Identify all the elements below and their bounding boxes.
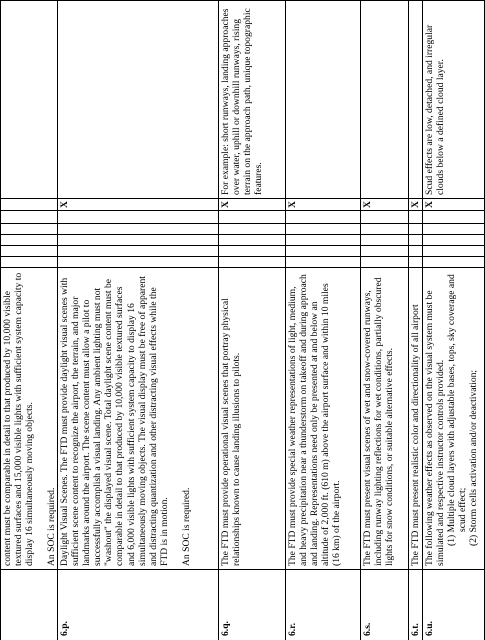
list-item: (1) Multiple cloud layers with adjustable bases, tops, sky coverage and scud effect; [446,274,469,546]
level-mark-cell [409,223,422,234]
level-mark-cell [219,234,285,245]
level-mark-cell [423,234,484,245]
notes-text [58,0,218,198]
level-mark-cell [58,234,218,245]
level-mark-cell: X [286,198,360,210]
requirement-text [1,267,57,569]
level-mark-cell [1,210,57,223]
level-mark-cell [1,223,57,234]
level-mark-cell [1,234,57,245]
table-row [58,0,219,640]
requirement-text [286,267,360,569]
level-mark-cell [361,245,408,256]
requirement-paragraph: The FTD must present visual scenes of wet and snow-covered runways, including runway lighting reflections for wet conditions, partially obscured lights for snow conditions, or suitable alternative effects. [362,277,396,566]
requirement-paragraph: The FTD must present realistic color and directionality of all airport [410,304,421,566]
level-mark-cell [423,256,484,267]
level-mark-cell: X [361,198,408,210]
level-mark-cell [361,223,408,234]
requirement-text [58,267,218,569]
table-row [219,0,286,640]
level-mark-cell [409,234,422,245]
level-mark-cell [1,198,57,210]
level-mark-cell [361,256,408,267]
level-mark-cell [409,256,422,267]
level-mark-cell [286,223,360,234]
notes-text: For example: short runways, landing approaches over water, uphill or downhill runways, rising terrain on the approach path, unique topographic features. [219,0,285,198]
notes-text [361,0,408,198]
section-number: 6.r. [286,569,360,640]
section-number: 6.p. [58,569,218,640]
level-mark-cell [423,245,484,256]
notes-text [286,0,360,198]
level-mark-cell [58,210,218,223]
level-mark-cell [286,234,360,245]
requirement-paragraph: An SOC is required. [180,487,192,566]
level-mark-cell [409,210,422,223]
level-mark-cell [1,256,57,267]
level-mark-cell [286,210,360,223]
level-mark-cell [58,245,218,256]
notes-text [409,0,422,198]
section-number: 6.s. [361,569,408,640]
section-number [1,569,57,640]
requirement-paragraph: The FTD must provide special weather representations of light, medium, and heavy precipitation near a thunderstorm on takeoff and during approach and landing. Representations need only be presented at and below an altitude of 2,000 ft. (610 m) above the airport surface and within 10 miles (16 km) of the airport. [287,274,343,566]
level-mark-cell [58,256,218,267]
requirement-paragraph: An SOC is required. [46,487,57,566]
section-number: 6.t. [409,569,422,640]
table-row [423,0,485,640]
notes-text: Scud effects are low, detached, and irregular clouds below a defined cloud layer. [423,0,484,198]
requirement-paragraph: The following weather effects as observed on the visual system must be simulated and respective instructor controls provided. [424,290,447,566]
requirement-text [219,267,285,569]
table-row [0,0,58,640]
section-number: 6.u. [423,569,484,640]
level-mark-cell: X [219,198,285,210]
requirement-text [409,267,422,569]
table-row [361,0,409,640]
requirement-paragraph: content must be comparable in detail to that produced by 10,000 visible textured surfaces and 15,000 visible lights with sufficient system capacity to display 16 simultaneously moving objects. [2,272,36,566]
requirement-text [423,267,484,569]
level-mark-cell [219,245,285,256]
level-mark-cell [58,223,218,234]
requirement-list [446,271,479,566]
requirement-paragraph: Daylight Visual Scenes. The FTD must provide daylight visual scenes with sufficient scene content to recognize the airport, the terrain, and major landmarks around the airport. The scene content must allow a pilot to successfully accomplish a visual landing. Any ambient lighting must not "washout" the displayed visual scene. Total daylight scene content must be comparable in detail to that produced by 10,000 visible textured surfaces and 6,000 visible lights with sufficient system capacity to display 16 simultaneously moving objects. The visual display must be free of apparent and distracting quantization and other distracting visual effects while the FTD is in motion. [59,276,170,566]
notes-text [1,0,57,198]
requirement-paragraph: The FTD must provide operational visual scenes that portray physical relationships known to cause landing illusions to pilots. [220,298,243,566]
table-row [286,0,361,640]
level-mark-cell [286,245,360,256]
level-mark-cell [361,210,408,223]
level-mark-cell: X [409,198,422,210]
requirement-text [361,267,408,569]
table-row [409,0,423,640]
level-mark-cell: X [423,198,484,210]
list-item: (2) Storm cells activation and/or deactivation; [468,369,480,546]
level-mark-cell [219,256,285,267]
level-mark-cell [423,210,484,223]
level-mark-cell [361,234,408,245]
level-mark-cell [409,245,422,256]
level-mark-cell [1,245,57,256]
level-mark-cell [219,223,285,234]
level-mark-cell [423,223,484,234]
level-mark-cell: X [58,198,218,210]
section-number: 6.q. [219,569,285,640]
level-mark-cell [219,210,285,223]
level-mark-cell [286,256,360,267]
